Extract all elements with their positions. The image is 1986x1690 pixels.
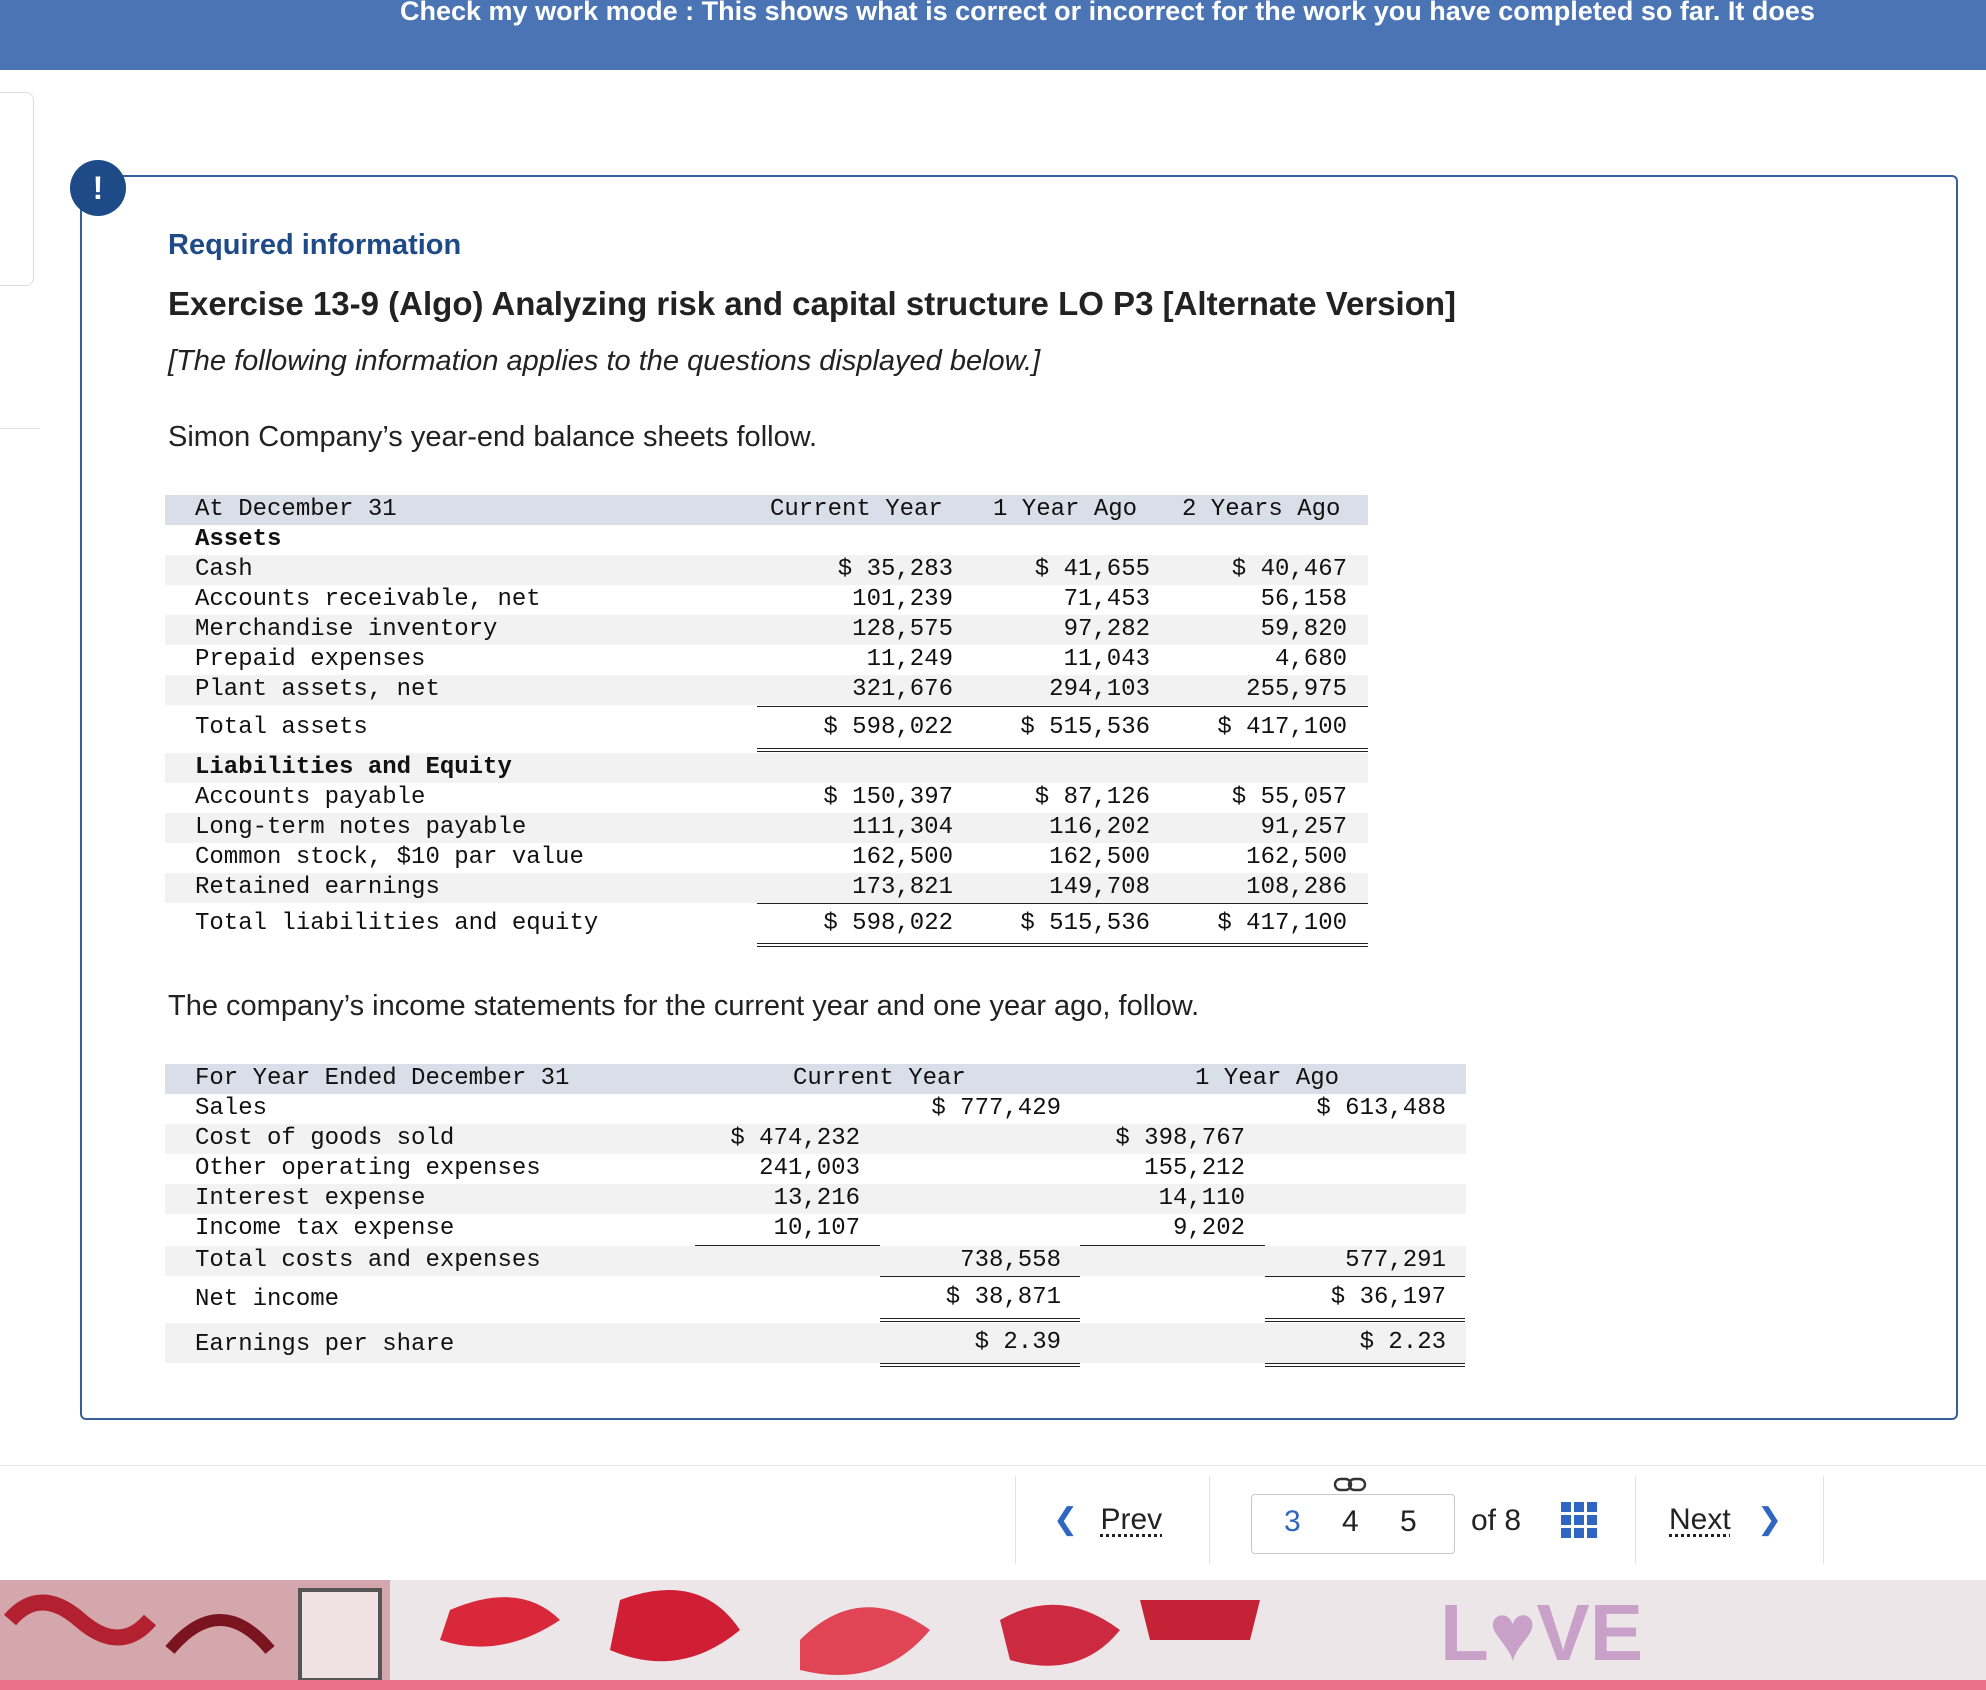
required-info-title: Required information (168, 229, 462, 261)
prev-chevron-icon: ❮ (1053, 1503, 1079, 1536)
next-label: Next (1669, 1503, 1731, 1536)
total-double-rule (757, 943, 1368, 947)
table-cell: 155,212 (1144, 1155, 1245, 1182)
table-cell: 108,286 (1246, 874, 1347, 901)
table-cell: 162,500 (1246, 844, 1347, 871)
table-row-label: Common stock, $10 par value (195, 844, 584, 871)
page-3-button[interactable]: 3 (1284, 1505, 1301, 1538)
table-row-label: Merchandise inventory (195, 616, 498, 643)
table-cell: 91,257 (1260, 814, 1347, 841)
balance-sheet-intro: Simon Company’s year-end balance sheets follow. (168, 421, 818, 453)
decorative-pattern (0, 1580, 1986, 1690)
subtotal-rule (1265, 1276, 1465, 1277)
grid-icon[interactable] (1561, 1502, 1597, 1538)
prev-label: Prev (1100, 1503, 1163, 1536)
subtotal-rule (757, 903, 1368, 904)
table-cell: 101,239 (852, 586, 953, 613)
background-photo-strip (0, 1580, 1986, 1690)
table-cell: 4,680 (1274, 646, 1347, 673)
total-double-rule (880, 1318, 1080, 1322)
table-cell: 173,821 (852, 874, 953, 901)
link-icon (1333, 1474, 1367, 1496)
prev-button[interactable] (1053, 1502, 1162, 1537)
banner-text: Check my work mode : This shows what is correct or incorrect for the work you have completed so far. It does (400, 0, 1815, 26)
table-cell: 321,676 (852, 676, 953, 703)
table-row-label: Long-term notes payable (195, 814, 527, 841)
table-cell: $ 613,488 (1316, 1095, 1446, 1122)
table-row-label: Sales (195, 1095, 268, 1122)
table-row-label: Total assets (195, 714, 368, 741)
liabilities-heading: Liabilities and Equity (195, 754, 512, 781)
pager-separator (1823, 1476, 1824, 1564)
table-cell: $ 417,100 (1217, 714, 1347, 741)
next-button[interactable] (1669, 1502, 1782, 1537)
table-row-label: Total costs and expenses (195, 1247, 541, 1274)
table-row-label: Other operating expenses (195, 1155, 541, 1182)
table-cell: $ 87,126 (1034, 784, 1150, 811)
table-cell: $ 2.23 (1359, 1329, 1446, 1356)
table-row-label: Income tax expense (195, 1215, 455, 1242)
table-cell: $ 41,655 (1034, 556, 1150, 583)
table-cell: 11,043 (1063, 646, 1150, 673)
table-cell: 577,291 (1345, 1247, 1446, 1274)
is-header-label: For Year Ended December 31 (195, 1065, 570, 1092)
total-double-rule (880, 1363, 1080, 1367)
table-cell: $ 515,536 (1020, 910, 1150, 937)
side-panel-tab[interactable] (0, 92, 34, 286)
table-cell: 56,158 (1260, 586, 1347, 613)
exercise-title: Exercise 13-9 (Algo) Analyzing risk and capital structure LO P3 [Alternate Version] (168, 285, 1456, 322)
table-row-label: Earnings per share (195, 1331, 455, 1358)
pagination-bar (1015, 1472, 1825, 1572)
table-cell: 255,975 (1246, 676, 1347, 703)
page-4-button[interactable]: 4 (1342, 1505, 1359, 1538)
table-cell: 111,304 (852, 814, 953, 841)
table-cell: 71,453 (1063, 586, 1150, 613)
table-cell: 10,107 (773, 1215, 860, 1242)
table-cell: $ 598,022 (823, 910, 953, 937)
pager-separator (1209, 1476, 1210, 1564)
assets-heading: Assets (195, 526, 282, 553)
table-cell: 162,500 (1049, 844, 1150, 871)
table-cell: $ 38,871 (945, 1284, 1061, 1311)
bs-col-current: Current Year (770, 496, 943, 523)
pager-separator (1635, 1476, 1636, 1564)
table-cell: $ 55,057 (1231, 784, 1347, 811)
table-row-label: Prepaid expenses (195, 646, 426, 673)
table-cell: $ 35,283 (837, 556, 953, 583)
total-double-rule (757, 748, 1368, 752)
table-cell: $ 40,467 (1231, 556, 1347, 583)
table-cell: $ 398,767 (1115, 1125, 1245, 1152)
table-row-label: Net income (195, 1286, 340, 1313)
table-cell: 97,282 (1063, 616, 1150, 643)
table-row-label: Plant assets, net (195, 676, 440, 703)
table-row-label: Retained earnings (195, 874, 440, 901)
page-5-button[interactable]: 5 (1400, 1505, 1417, 1538)
table-cell: $ 598,022 (823, 714, 953, 741)
side-divider (0, 428, 40, 429)
bs-col-2yr: 2 Years Ago (1182, 496, 1341, 523)
check-mode-banner (0, 0, 1986, 70)
pager-separator (1015, 1476, 1016, 1564)
table-cell: 9,202 (1172, 1215, 1245, 1242)
decorative-lettering: L♥VE (1440, 1588, 1644, 1677)
page-number-box (1251, 1494, 1455, 1554)
table-cell: 162,500 (852, 844, 953, 871)
table-cell: $ 515,536 (1020, 714, 1150, 741)
table-cell: 13,216 (773, 1185, 860, 1212)
table-row-label: Accounts payable (195, 784, 426, 811)
alert-icon: ! (70, 160, 126, 216)
table-cell: $ 474,232 (730, 1125, 860, 1152)
is-col-current: Current Year (793, 1065, 966, 1092)
next-chevron-icon: ❯ (1757, 1503, 1783, 1536)
bs-header-label: At December 31 (195, 496, 397, 523)
table-row-label: Interest expense (195, 1185, 426, 1212)
income-statement-intro: The company’s income statements for the current year and one year ago, follow. (168, 990, 1200, 1022)
subtotal-rule (880, 1276, 1080, 1277)
table-cell: $ 777,429 (931, 1095, 1061, 1122)
total-double-rule (1265, 1318, 1465, 1322)
table-cell: 116,202 (1049, 814, 1150, 841)
table-cell: 11,249 (866, 646, 953, 673)
subtotal-rule (757, 706, 1368, 707)
page-count-label: of 8 (1471, 1504, 1522, 1537)
balance-sheet-table (165, 495, 1368, 955)
table-cell: 149,708 (1049, 874, 1150, 901)
table-row-label: Cost of goods sold (195, 1125, 455, 1152)
table-cell: 294,103 (1049, 676, 1150, 703)
table-cell: $ 150,397 (823, 784, 953, 811)
table-cell: $ 36,197 (1330, 1284, 1446, 1311)
bs-col-1yr: 1 Year Ago (993, 496, 1138, 523)
table-cell: 59,820 (1260, 616, 1347, 643)
table-cell: $ 417,100 (1217, 910, 1347, 937)
table-cell: 241,003 (759, 1155, 860, 1182)
is-col-1yr: 1 Year Ago (1195, 1065, 1340, 1092)
table-cell: 738,558 (960, 1247, 1061, 1274)
table-row-label: Accounts receivable, net (195, 586, 541, 613)
table-cell: 128,575 (852, 616, 953, 643)
table-cell: 14,110 (1158, 1185, 1245, 1212)
footer-divider (0, 1465, 1986, 1466)
table-row-label: Total liabilities and equity (195, 910, 599, 937)
table-cell: $ 2.39 (974, 1329, 1061, 1356)
exercise-note: [The following information applies to the questions displayed below.] (168, 345, 1041, 377)
income-statement-table (165, 1064, 1466, 1374)
total-double-rule (1265, 1363, 1465, 1367)
table-row-label: Cash (195, 556, 253, 583)
